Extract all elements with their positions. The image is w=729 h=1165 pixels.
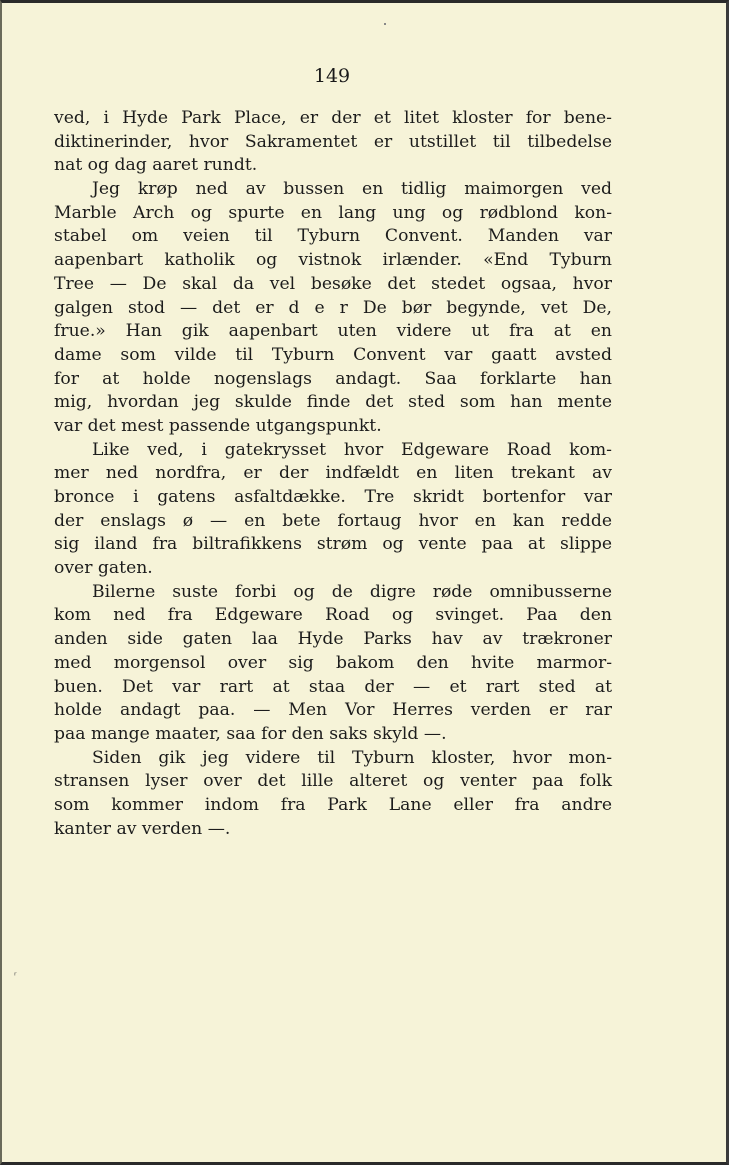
text-line: anden side gaten laa Hyde Parks hav av trækroner bbox=[54, 629, 612, 650]
page-number: 149 bbox=[313, 65, 351, 87]
text-line: kanter av verden —. bbox=[54, 818, 231, 839]
text-line: stabel om veien til Tyburn Convent. Manden var bbox=[54, 226, 612, 247]
text-line: Siden gik jeg videre til Tyburn kloster, hvor mon- bbox=[92, 747, 612, 768]
text-line: aapenbart katholik og vistnok irlænder. «End Tyburn bbox=[54, 250, 612, 271]
text-line: diktinerinder, hvor Sakramentet er utstillet til tilbedelse bbox=[54, 131, 612, 152]
text-line: der enslags ø — en bete fortaug hvor en kan redde bbox=[54, 510, 612, 531]
text-line: med morgensol over sig bakom den hvite marmor- bbox=[54, 652, 612, 673]
text-line: Bilerne suste forbi og de digre røde omnibusserne bbox=[92, 581, 612, 602]
text-line: Jeg krøp ned av bussen en tidlig maimorgen ved bbox=[92, 179, 612, 200]
text-line: som kommer indom fra Park Lane eller fra andre bbox=[54, 794, 612, 815]
text-line: frue.» Han gik aapenbart uten videre ut fra at en bbox=[54, 321, 612, 342]
scan-speck bbox=[384, 23, 386, 25]
text-line: bronce i gatens asfaltdække. Tre skridt bortenfor var bbox=[54, 487, 612, 507]
text-line: var det mest passende utgangspunkt. bbox=[54, 415, 382, 436]
body-text bbox=[54, 107, 612, 841]
text-line: paa mange maater, saa for den saks skyld —. bbox=[54, 723, 447, 744]
text-line: mig, hvordan jeg skulde finde det sted som han mente bbox=[54, 392, 612, 413]
text-line: Like ved, i gatekrysset hvor Edgeware Road kom- bbox=[92, 439, 612, 460]
text-line: sig iland fra biltrafikkens strøm og vente paa at slippe bbox=[54, 534, 612, 555]
text-line: Marble Arch og spurte en lang ung og rødblond kon- bbox=[54, 202, 612, 223]
margin-mark: ʳ bbox=[14, 971, 17, 982]
text-line: mer ned nordfra, er der indfældt en liten trekant av bbox=[54, 463, 612, 484]
text-line: over gaten. bbox=[54, 558, 153, 579]
text-line: nat og dag aaret rundt. bbox=[54, 155, 258, 176]
text-line: kom ned fra Edgeware Road og svinget. Paa den bbox=[54, 605, 612, 626]
text-line: ved, i Hyde Park Place, er der et litet kloster for bene- bbox=[54, 108, 612, 128]
text-line: dame som vilde til Tyburn Convent var gaatt avsted bbox=[54, 344, 612, 365]
text-line: buen. Det var rart at staa der — et rart sted at bbox=[54, 676, 612, 697]
text-line: for at holde nogenslags andagt. Saa forklarte han bbox=[54, 368, 612, 389]
text-line: holde andagt paa. — Men Vor Herres verden er rar bbox=[54, 700, 612, 721]
text-line: stransen lyser over det lille alteret og venter paa folk bbox=[54, 771, 612, 792]
text-line: Tree — De skal da vel besøke det stedet ogsaa, hvor bbox=[54, 273, 612, 294]
text-line: galgen stod — det er d e r De bør begynde, vet De, bbox=[54, 297, 612, 318]
